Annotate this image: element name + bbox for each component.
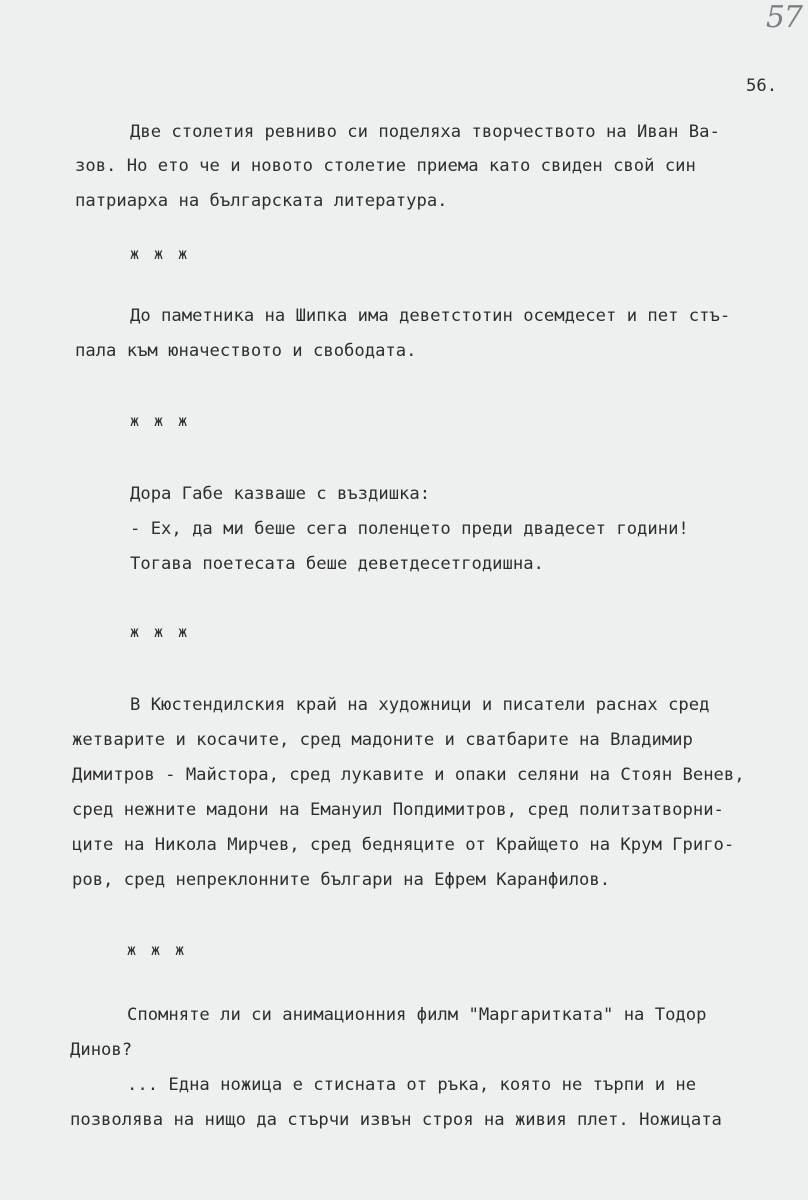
- paragraph-line: Дора Габе казваше с въздишка:: [130, 484, 431, 504]
- paragraph-line: патриарха на българската литература.: [75, 191, 448, 211]
- paragraph-line: жетварите и косачите, сред мадоните и сватбарите на Владимир: [72, 730, 693, 750]
- paragraph-line: ров, сред непреклонните българи на Ефрем Каранфилов.: [72, 870, 611, 890]
- paragraph-line: В Кюстендилския край на художници и писатели раснах сред: [130, 695, 710, 715]
- section-separator: ж ж ж: [130, 245, 191, 263]
- paragraph-line: позволява на нищо да стърчи извън строя на живия плет. Ножицата: [70, 1110, 722, 1130]
- paragraph-line: ците на Никола Мирчев, сред бедняците от Крайщето на Крум Григо-: [72, 835, 735, 855]
- section-separator: ж ж ж: [130, 623, 191, 641]
- paragraph-line: сред нежните мадони на Емануил Попдимитров, сред политзатворни-: [72, 800, 724, 820]
- handwritten-page-number: 57: [765, 0, 802, 35]
- paragraph-line: зов. Но ето че и новото столетие приема като свиден свой син: [75, 156, 696, 176]
- paragraph-line: Тогава поетесата беше деветдесетгодишна.: [130, 554, 544, 574]
- paragraph-line: Спомняте ли си анимационния филм "Маргаритката" на Тодор: [127, 1005, 707, 1025]
- paragraph-line: пала към юначеството и свободата.: [75, 341, 417, 361]
- paragraph-line: Динов?: [70, 1040, 133, 1060]
- paragraph-line: Две столетия ревниво си поделяха творчеството на Иван Ва-: [130, 122, 720, 142]
- paragraph-line: До паметника на Шипка има деветстотин осемдесет и пет стъ-: [130, 306, 731, 326]
- section-separator: ж ж ж: [127, 941, 188, 959]
- paragraph-line: - Ех, да ми беше сега поленцето преди двадесет години!: [130, 519, 689, 539]
- paragraph-line: Димитров - Майстора, сред лукавите и опаки селяни на Стоян Венев,: [72, 765, 745, 785]
- paragraph-line: ... Една ножица е стисната от ръка, която не търпи и не: [127, 1075, 697, 1095]
- section-separator: ж ж ж: [130, 412, 191, 430]
- typed-page-number: 56.: [746, 76, 778, 96]
